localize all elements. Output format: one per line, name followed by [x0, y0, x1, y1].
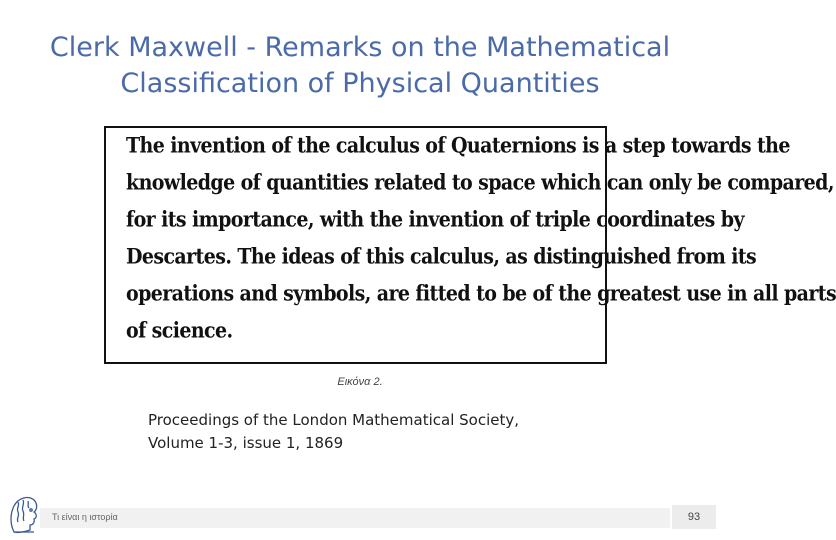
- quote-text: [126, 128, 836, 350]
- quote-line: operations and symbols, are fitted to be of the greatest use in all parts: [126, 281, 836, 307]
- figure-caption: Εικόνα 2.: [337, 376, 383, 388]
- quote-line: Descartes. The ideas of this calculus, as distinguished from its: [126, 244, 757, 270]
- quote-line: knowledge of quantities related to space which can only be compared,: [126, 170, 834, 196]
- footer-bar: [40, 508, 670, 528]
- source-citation: [148, 409, 608, 455]
- quote-line: The invention of the calculus of Quaternions is a step towards the: [126, 133, 790, 159]
- page-number: 93: [672, 505, 716, 529]
- title-line-1: Clerk Maxwell - Remarks on the Mathematical: [49, 32, 671, 63]
- quote-line: of science.: [126, 318, 233, 344]
- footer-text: Τι είναι η ιστορία: [52, 512, 118, 522]
- title-line-2: Classification of Physical Quantities: [120, 68, 600, 99]
- source-line-2: Volume 1-3, issue 1, 1869: [148, 434, 344, 452]
- greek-head-logo-icon: [4, 492, 42, 536]
- quote-line: for its importance, with the invention of triple coordinates by: [126, 207, 744, 233]
- source-line-1: Proceedings of the London Mathematical Society,: [148, 411, 520, 429]
- slide-title: [20, 30, 700, 102]
- quote-image-frame: [104, 126, 836, 364]
